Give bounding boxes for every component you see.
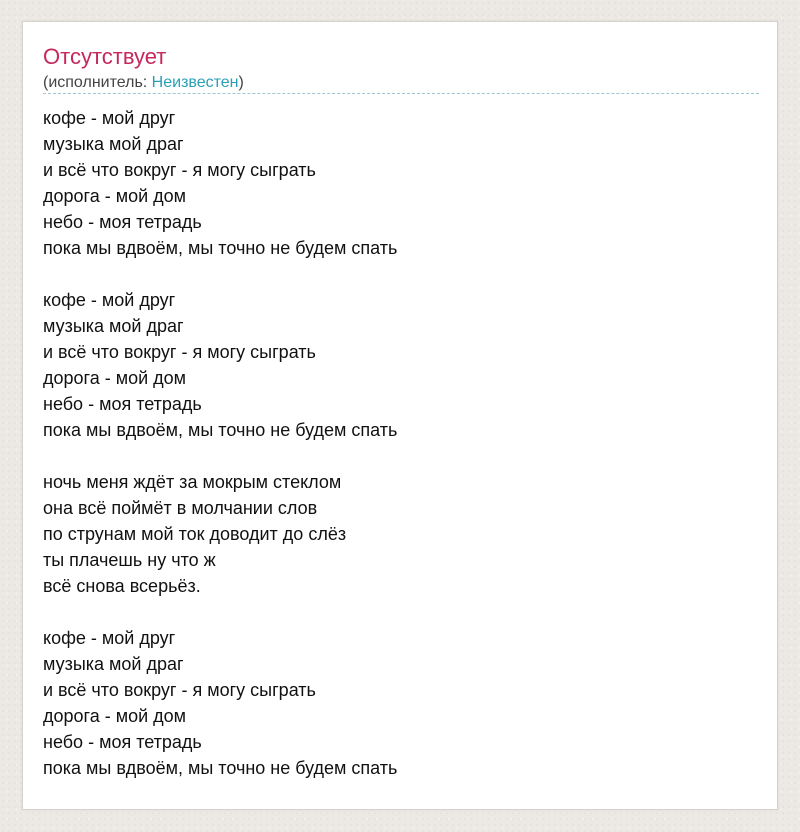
artist-line <box>43 73 244 93</box>
lyrics-stanza <box>43 625 759 781</box>
lyric-line: дорога - мой дом <box>43 706 187 726</box>
artist-link[interactable]: Неизвестен <box>151 74 239 91</box>
lyric-line: музыка мой драг <box>43 134 184 154</box>
lyrics-body <box>43 105 759 807</box>
lyric-line: пока мы вдвоём, мы точно не будем спать <box>43 238 398 258</box>
lyric-line: ночь меня ждёт за мокрым стеклом <box>43 472 342 492</box>
lyric-line: и всё что вокруг - я могу сыграть <box>43 680 316 700</box>
artist-prefix: (исполнитель: <box>43 74 152 91</box>
divider <box>43 93 759 94</box>
lyric-line: музыка мой драг <box>43 654 184 674</box>
lyric-line: кофе - мой друг <box>43 628 176 648</box>
lyric-line: кофе - мой друг <box>43 108 176 128</box>
artist-suffix: ) <box>238 74 244 91</box>
lyric-line: и всё что вокруг - я могу сыграть <box>43 342 316 362</box>
lyric-line: небо - моя тетрадь <box>43 394 202 414</box>
lyric-line: ты плачешь ну что ж <box>43 550 216 570</box>
lyric-line: небо - моя тетрадь <box>43 212 202 232</box>
lyric-line: она всё поймёт в молчании слов <box>43 498 318 518</box>
lyrics-stanza <box>43 469 759 599</box>
lyric-line: кофе - мой друг <box>43 290 176 310</box>
lyric-line: дорога - мой дом <box>43 186 187 206</box>
lyric-line: дорога - мой дом <box>43 368 187 388</box>
lyric-line: по струнам мой ток доводит до слёз <box>43 524 347 544</box>
lyric-line: небо - моя тетрадь <box>43 732 202 752</box>
song-title: Отсутствует <box>43 44 167 69</box>
lyrics-stanza <box>43 287 759 443</box>
lyrics-stanza <box>43 105 759 261</box>
lyric-line: всё снова всерьёз. <box>43 576 201 596</box>
lyrics-card <box>22 21 778 810</box>
lyric-line: и всё что вокруг - я могу сыграть <box>43 160 316 180</box>
lyric-line: музыка мой драг <box>43 316 184 336</box>
lyric-line: пока мы вдвоём, мы точно не будем спать <box>43 420 398 440</box>
lyric-line: пока мы вдвоём, мы точно не будем спать <box>43 758 398 778</box>
